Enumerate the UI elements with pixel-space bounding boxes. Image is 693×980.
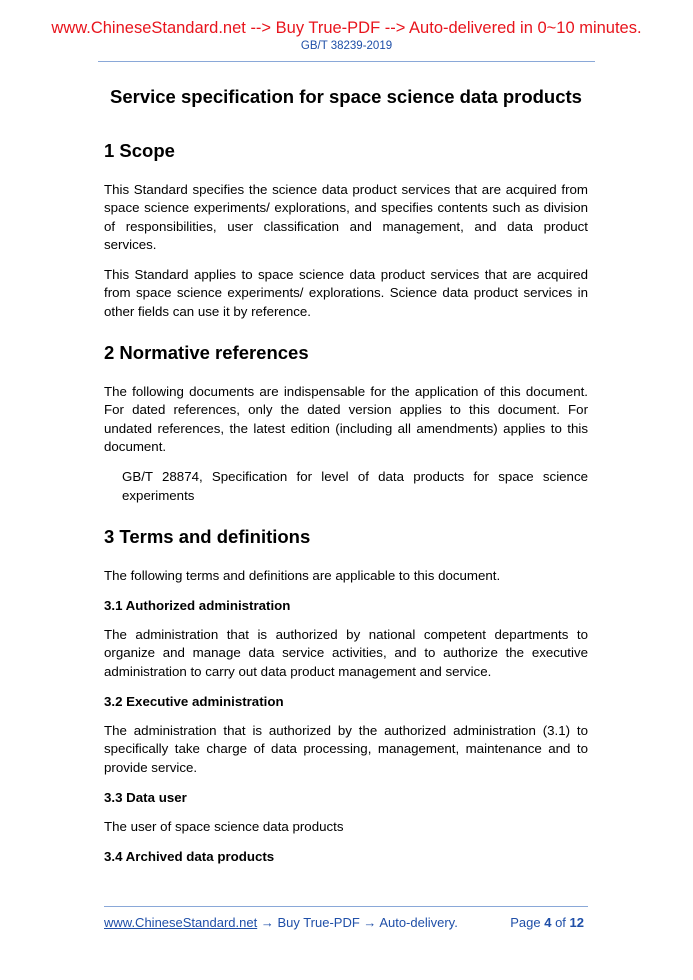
section-scope [104,139,588,321]
promo-banner[interactable]: www.ChineseStandard.net --> Buy True-PDF --> Auto-delivered in 0~10 minutes. [51,19,642,37]
section-normative-references [104,341,588,505]
term-heading: 3.4 Archived data products [104,849,275,865]
term-definition: The administration that is authorized by national competent departments to organize and manage data service activities, and to authorize the executive administration to carry out data product management and service. [104,627,588,679]
paragraph: The following documents are indispensable for the application of this document. For dated references, only the dated version applies to this document. For undated references, the latest edition (including all amendments) applies to this document. [104,384,588,454]
term-definition: The administration that is authorized by the authorized administration (3.1) to specifically take charge of data processing, management, maintenance and to provide service. [104,723,588,775]
current-page: 4 [544,915,552,930]
section-heading: 1 Scope [104,140,175,161]
paragraph: This Standard specifies the science data product services that are acquired from space science experiments/ explorations, and specifies contents such as division of responsibilities, user classification and management, and data product services. [104,182,588,252]
document-title: Service specification for space science data products [110,86,582,107]
header-doc-code: GB/T 38239-2019 [300,40,393,52]
page-number [510,915,584,931]
term-heading: 3.1 Authorized administration [104,598,291,614]
arrow-icon: → [359,915,380,930]
footer-divider [104,906,588,907]
total-pages: 12 [569,915,584,930]
document-body [104,85,588,877]
section-heading: 2 Normative references [104,342,309,364]
header-divider [98,61,595,62]
arrow-icon: → [257,915,278,930]
paragraph: The following terms and definitions are applicable to this document. [104,567,501,583]
term-heading: 3.3 Data user [104,789,187,805]
term-heading: 3.2 Executive administration [104,694,284,710]
of-label: of [555,915,566,930]
term-definition: The user of space science data products [104,818,344,834]
footer-buy-text: Buy True-PDF [277,915,360,930]
section-heading: 3 Terms and definitions [104,525,311,547]
footer-site-link[interactable]: www.ChineseStandard.net [104,915,258,930]
section-terms-definitions [104,525,588,866]
footer-auto-text: Auto-delivery. [379,915,458,930]
page-label: Page [510,915,541,930]
paragraph: This Standard applies to space science data product services that are acquired from space science experiments/ explorations. Science data product services in other fields can use it by reference. [104,267,588,319]
footer-promo [104,915,458,931]
reference-item: GB/T 28874, Specification for level of data products for space science experiments [122,469,588,503]
